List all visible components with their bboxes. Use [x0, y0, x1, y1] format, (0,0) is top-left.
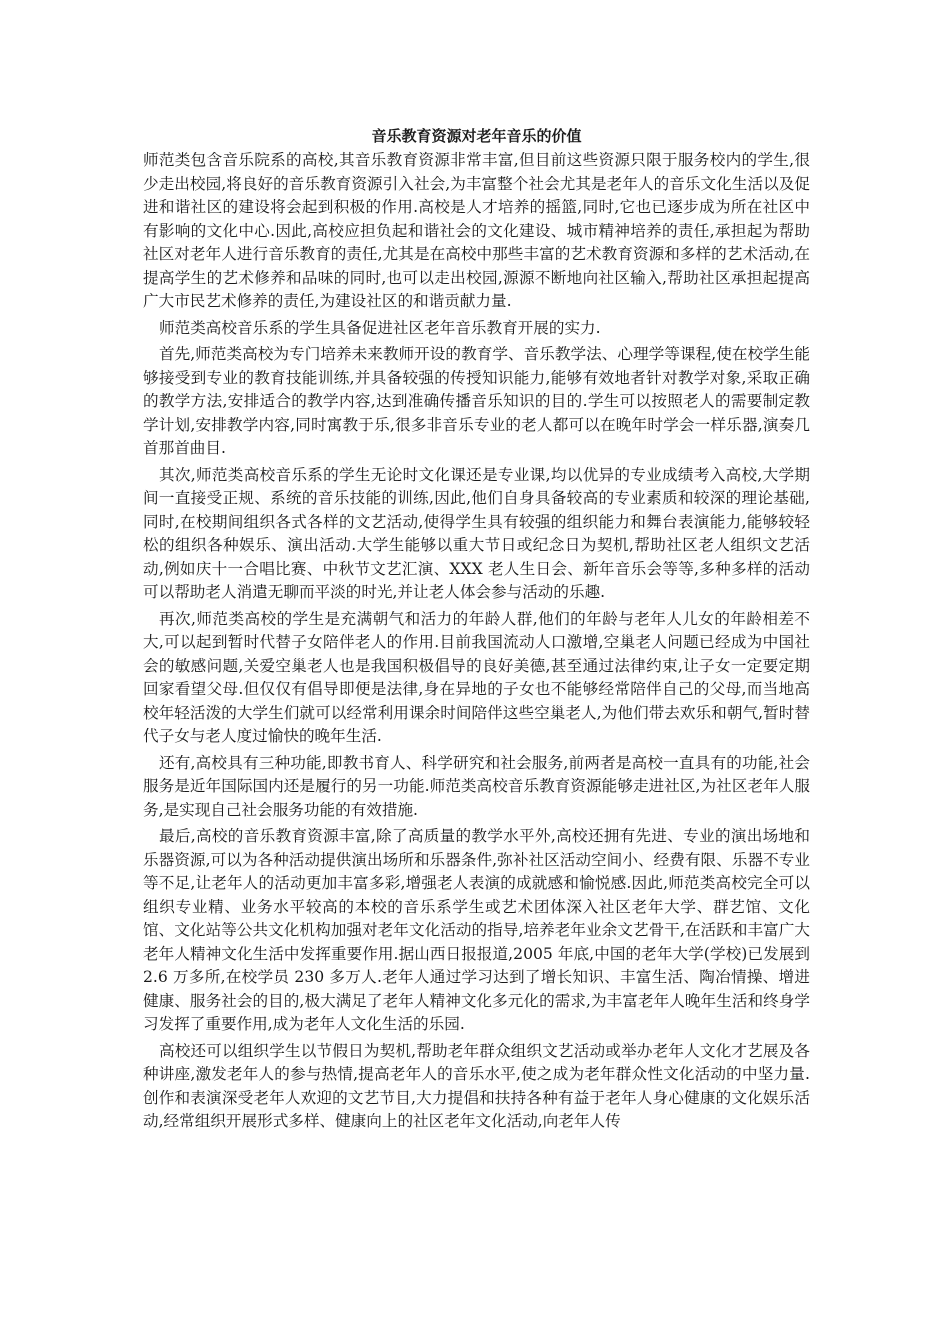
paragraph-first: 首先,师范类高校为专门培养未来教师开设的教育学、音乐教学法、心理学等课程,使在校学生能够接受到专业的教育技能训练,并具备较强的传授知识能力,能够有效地者针对教学对象,采取正确的教学方法,安排适合的教学内容,达到准确传播音乐知识的目的.学生可以按照老人的需要制定教学计划,安排教学内容,同时寓教于乐,很多非音乐专业的老人都可以在晚年时学会一样乐器,演奏几首那首曲目. — [143, 345, 810, 457]
document-page — [143, 123, 810, 1137]
paragraph-third: 再次,师范类高校的学生是充满朝气和活力的年龄人群,他们的年龄与老年人儿女的年龄相差不大,可以起到暂时代替子女陪伴老人的作用.目前我国流动人口激增,空巢老人问题已经成为中国社会的敏感问题,关爱空巢老人也是我国积极倡导的良好美德,甚至通过法律约束,让子女一定要定期回家看望父母.但仅仅有倡导即便是法律,身在异地的子女也不能够经常陪伴自己的父母,而当地高校年轻活泼的大学生们就可以经常利用课余时间陪伴这些空巢老人,为他们带去欢乐和朝气,暂时替代子女与老人度过愉快的晚年生活. — [143, 609, 810, 745]
paragraph-intro: 师范类包含音乐院系的高校,其音乐教育资源非常丰富,但目前这些资源只限于服务校内的学生,很少走出校园,将良好的音乐教育资源引入社会,为丰富整个社会尤其是老年人的音乐文化生活以及促进和谐社区的建设将会起到积极的作用.高校是人才培养的摇篮,同时,它也已逐步成为所在社区中有影响的文化中心.因此,高校应担负起和谐社会的文化建设、城市精神培养的责任,承担起为帮助社区对老年人进行音乐教育的责任,尤其是在高校中那些丰富的艺术教育资源和多样的艺术活动,在提高学生的艺术修养和品味的同时,也可以走出校园,源源不断地向社区输入,帮助社区承担起提高广大市民艺术修养的责任,为建设社区的和谐贡献力量. — [143, 151, 810, 310]
paragraph-thesis: 师范类高校音乐系的学生具备促进社区老年音乐教育开展的实力. — [159, 318, 601, 337]
document-title: 音乐教育资源对老年音乐的价值 — [371, 127, 582, 145]
paragraph-activities: 高校还可以组织学生以节假日为契机,帮助老年群众组织文艺活动或举办老年人文化才艺展及各种讲座,激发老年人的参与热情,提高老年人的音乐水平,使之成为老年群众性文化活动的中坚力量.创作和表演深受老年人欢迎的文艺节目,大力提倡和扶持各种有益于老年人身心健康的文化娱乐活动,经常组织开展形式多样、健康向上的社区老年文化活动,向老年人传 — [143, 1041, 810, 1130]
paragraph-fourth: 还有,高校具有三种功能,即教书育人、科学研究和社会服务,前两者是高校一直具有的功能,社会服务是近年国际国内还是履行的另一功能.师范类高校音乐教育资源能够走进社区,为社区老年人服务,是实现自己社会服务功能的有效措施. — [143, 753, 810, 819]
paragraph-last: 最后,高校的音乐教育资源丰富,除了高质量的教学水平外,高校还拥有先进、专业的演出场地和乐器资源,可以为各种活动提供演出场所和乐器条件,弥补社区活动空间小、经费有限、乐器不专业等不足,让老年人的活动更加丰富多彩,增强老人表演的成就感和愉悦感.因此,师范类高校完全可以组织专业精、业务水平较高的本校的音乐系学生或艺术团体深入社区老年大学、群艺馆、文化馆、文化站等公共文化机构加强对老年文化活动的指导,培养老年业余文艺骨干,在活跃和丰富广大老年人精神文化生活中发挥重要作用.据山西日报报道,2005 年底,中国的老年大学(学校)已发展到 2.6 万多所,在校学员 230 多万人.老年人通过学习达到了增长知识、丰富生活、陶冶情操、增进健康、服务社会的目的,极大满足了老年人精神文化多元化的需求,为丰富老年人晚年生活和终身学习发挥了重要作用,成为老年人文化生活的乐园. — [143, 827, 810, 1033]
paragraph-second: 其次,师范类高校音乐系的学生无论时文化课还是专业课,均以优异的专业成绩考入高校,大学期间一直接受正规、系统的音乐技能的训练,因此,他们自身具备较高的专业素质和较深的理论基础,同时,在校期间组织各式各样的文艺活动,使得学生具有较强的组织能力和舞台表演能力,能够较轻松的组织各种娱乐、演出活动.大学生能够以重大节日或纪念日为契机,帮助社区老人组织文艺活动,例如庆十一合唱比赛、中秋节文艺汇演、XXX 老人生日会、新年音乐会等等,多种多样的活动可以帮助老人消遣无聊而平淡的时光,并让老人体会参与活动的乐趣. — [143, 465, 810, 601]
